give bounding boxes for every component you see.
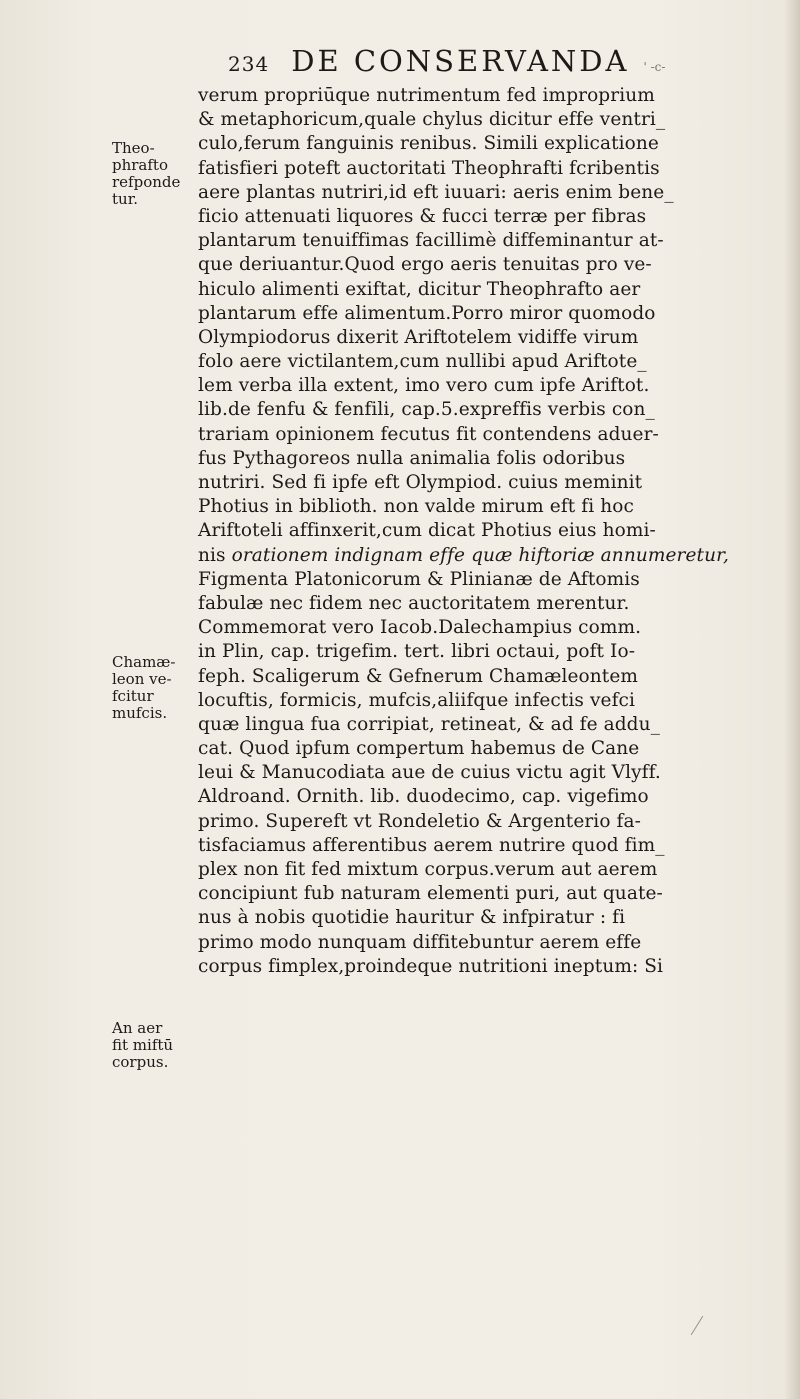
text-line: primo modo nunquam diffitebuntur aerem effe [198, 931, 642, 953]
text-line: folo aere victilantem,cum nullibi apud Ariftote_ [198, 351, 647, 373]
text-line: quæ lingua fua corripiat, retineat, & ad fe addu_ [198, 713, 660, 735]
text-line: leui & Manucodiata aue de cuius victu agit Vlyff. [198, 762, 661, 784]
text-line: fatisfieri poteft auctoritati Theophrafti fcribentis [198, 157, 660, 179]
margin-note-line: fcitur [112, 687, 154, 705]
margin-note-line: tur. [112, 190, 138, 208]
margin-note-line: mufcis. [112, 704, 168, 722]
margin-note-theophrastus [112, 140, 180, 208]
text-line: fabulæ nec fidem nec auctoritatem merentur. [198, 592, 630, 614]
running-head: DE CONSERVANDA [291, 44, 630, 78]
margin-note-line: fit miftū [112, 1036, 174, 1054]
text-line: Ariftoteli affinxerit,cum dicat Photius eius homi- [198, 520, 656, 542]
margin-note-an-aer [112, 1020, 173, 1071]
text-line: lem verba illa extent, imo vero cum ipfe Ariftot. [198, 375, 650, 397]
margin-note-line: corpus. [112, 1053, 169, 1071]
text-line: Aldroand. Ornith. lib. duodecimo, cap. vigefimo [198, 786, 649, 808]
text-line: trariam opinionem fecutus fit contendens aduer- [198, 423, 659, 445]
text-line: cat. Quod ipfum compertum habemus de Cane [198, 738, 640, 760]
margin-note-line: Theo- [112, 139, 155, 157]
text-line: nus à nobis quotidie hauritur & infpiratur : fi [198, 907, 626, 929]
text-line: locuftis, formicis, mufcis,aliifque infectis vefci [198, 689, 636, 711]
text-line: culo,ferum fanguinis renibus. Simili explicatione [198, 133, 659, 155]
pencil-mark [691, 1316, 704, 1335]
text-line: Olympiodorus dixerit Ariftotelem vidiffe virum [198, 326, 639, 348]
margin-note-chamaeleon [112, 654, 175, 722]
text-line: concipiunt fub naturam elementi puri, aut quate- [198, 883, 663, 905]
page-header [228, 44, 768, 82]
page-number: 234 [228, 52, 270, 76]
text-line: Figmenta Platonicorum & Plinianæ de Aftomis [198, 568, 640, 590]
text-line: & metaphoricum,quale chylus dicitur effe ventri_ [198, 109, 666, 131]
text-line: nutriri. Sed fi ipfe eft Olympiod. cuius meminit [198, 472, 643, 493]
page-edge-shadow [784, 0, 800, 1399]
margin-note-line: phrafto [112, 156, 168, 174]
text-line: lib.de fenfu & fenfili, cap.5.expreffis verbis con_ [198, 399, 655, 421]
text-line: in Plin, cap. trigefim. tert. libri octaui, poft Io- [198, 641, 636, 663]
margin-note-line: An aer [112, 1019, 163, 1037]
text-line: Commemorat vero Iacob.Dalechampius comm. [198, 617, 642, 639]
text-line: corpus fimplex,proindeque nutritioni ineptum: Si [198, 955, 664, 977]
text-line: feph. Scaligerum & Gefnerum Chamæleontem [198, 665, 639, 687]
text-line: ficio attenuati liquores & fucci terræ per fibras [198, 205, 647, 227]
text-line: plantarum tenuiffimas facillimè diffeminantur at- [198, 230, 664, 252]
margin-note-line: leon ve- [112, 670, 172, 688]
text-line: fus Pythagoreos nulla animalia folis odoribus [198, 447, 626, 469]
text-line: tisfaciamus afferentibus aerem nutrire quod fim_ [198, 834, 665, 856]
text-line: primo. Supereft vt Rondeletio & Argenterio fa- [198, 810, 641, 832]
body-text [198, 84, 760, 979]
margin-note-line: Chamæ- [112, 653, 176, 671]
text-line: hiculo alimenti exiftat, dicitur Theophrafto aer [198, 278, 641, 300]
text-line: plantarum effe alimentum.Porro miror quomodo [198, 302, 656, 324]
text-line: nis orationem indignam effe quæ hiftoriæ annumeretur, [198, 544, 729, 566]
text-line: plex non fit fed mixtum corpus.verum aut aerem [198, 859, 658, 880]
header-mark: ' -c- [643, 60, 666, 74]
text-line: verum propriūque nutrimentum fed improprium [198, 85, 655, 106]
margin-note-line: refponde [112, 173, 181, 191]
text-line: que deriuantur.Quod ergo aeris tenuitas pro ve- [198, 254, 652, 276]
text-line: aere plantas nutriri,id eft iuuari: aeris enim bene_ [198, 181, 674, 203]
text-line: Photius in biblioth. non valde mirum eft fi hoc [198, 496, 634, 518]
